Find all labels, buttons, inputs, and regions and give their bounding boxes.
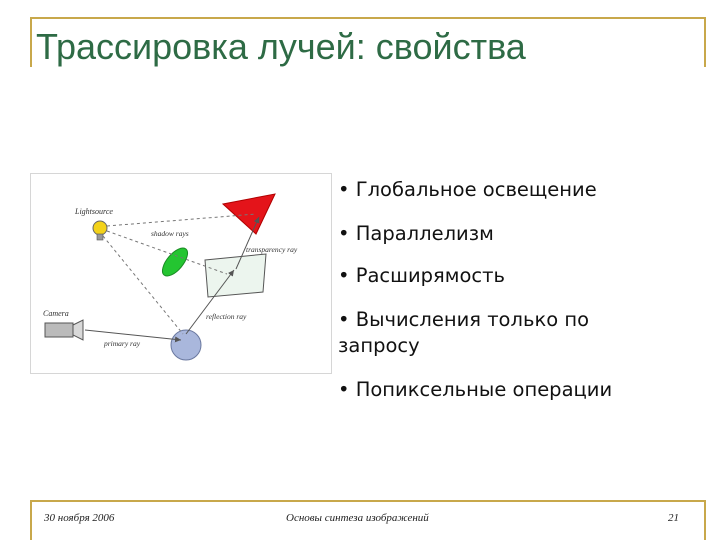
footer-course-title: Основы синтеза изображений xyxy=(286,512,429,524)
title-frame-top xyxy=(30,17,706,19)
camera-icon xyxy=(45,320,83,340)
bullet-item: • Попиксельные операции xyxy=(338,378,613,401)
label-shadow-rays: shadow rays xyxy=(151,229,189,238)
label-reflection-ray: reflection ray xyxy=(206,312,247,321)
red-triangle-shape xyxy=(223,194,275,234)
label-lightsource: Lightsource xyxy=(75,207,113,216)
lightbulb-icon xyxy=(93,221,107,240)
title-frame-right xyxy=(704,17,706,67)
label-transparency-ray: transparency ray xyxy=(246,245,298,254)
transparent-quad-shape xyxy=(205,254,266,297)
footer-page-number: 21 xyxy=(668,512,679,524)
shadow-ray-1 xyxy=(107,214,256,226)
slide-title: Трассировка лучей: свойства xyxy=(36,26,526,67)
ray-tracing-diagram xyxy=(30,173,332,374)
label-primary-ray: primary ray xyxy=(104,339,141,348)
title-frame-left xyxy=(30,17,32,67)
footer-date: 30 ноября 2006 xyxy=(44,512,115,524)
bullet-item: • Параллелизм xyxy=(338,222,494,245)
sphere-shape xyxy=(171,330,201,360)
green-ellipse-shape xyxy=(158,244,192,280)
bullet-item: • Расширямость xyxy=(338,264,505,287)
bullet-item: • Глобальное освещение xyxy=(338,178,597,201)
footer-frame-left xyxy=(30,500,32,540)
footer-divider xyxy=(30,500,706,502)
shadow-ray-3 xyxy=(103,236,183,334)
label-camera: Camera xyxy=(43,309,69,318)
footer-frame-right xyxy=(704,500,706,540)
bullet-item: • Вычисления только по запросу xyxy=(338,308,590,357)
